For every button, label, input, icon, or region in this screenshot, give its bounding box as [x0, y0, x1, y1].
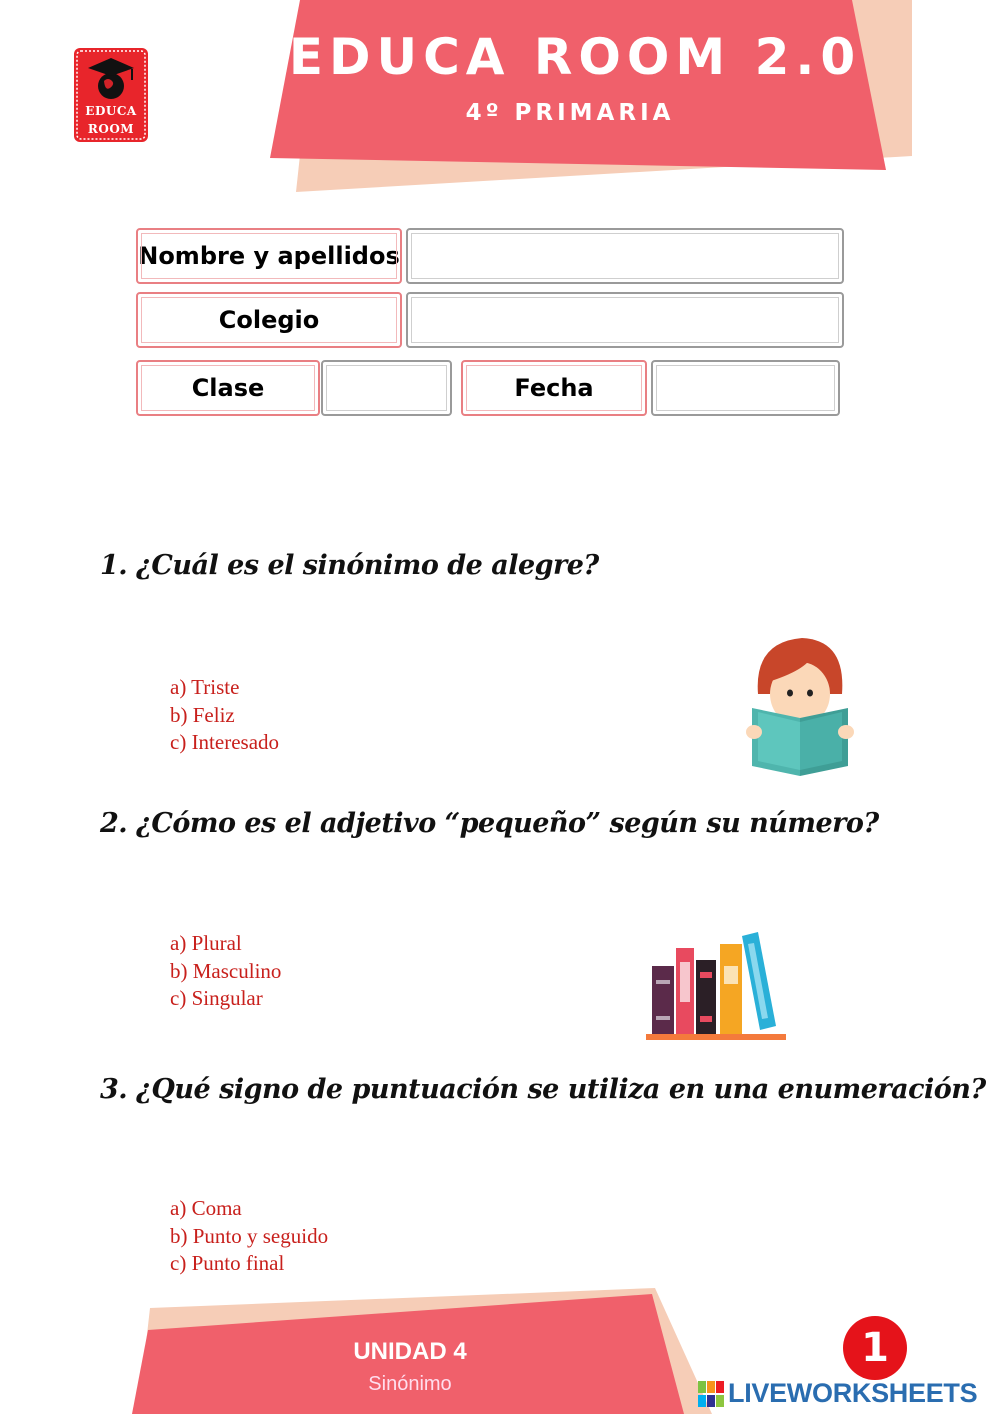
girl-reading-illustration [744, 636, 856, 780]
date-field[interactable] [651, 360, 840, 416]
question-3: 3. ¿Qué signo de puntuación se utiliza en una enumeración? [100, 1074, 986, 1105]
books-illustration [644, 928, 788, 1044]
answer-option[interactable]: c) Singular [170, 986, 263, 1010]
school-field[interactable] [406, 292, 844, 348]
liveworksheets-icon [698, 1381, 724, 1407]
unit-title: UNIDAD 4 [353, 1338, 467, 1365]
logo-text-line1: EDUCA [85, 104, 137, 118]
question-1: 1. ¿Cuál es el sinónimo de alegre? [100, 550, 599, 581]
answer-option[interactable]: a) Plural [170, 931, 242, 955]
grade-subtitle: 4º PRIMARIA [465, 100, 675, 126]
answer-option[interactable]: c) Punto final [170, 1251, 285, 1275]
date-label: Fecha [461, 360, 647, 416]
name-label: Nombre y apellidos [136, 228, 402, 284]
answer-option[interactable]: a) Triste [170, 675, 240, 699]
answer-option[interactable]: b) Masculino [170, 958, 282, 983]
logo-text-line2: ROOM [87, 122, 135, 136]
liveworksheets-brand: LIVEWORKSHEETS [728, 1378, 978, 1408]
answer-option[interactable]: a) Coma [170, 1196, 242, 1220]
name-field[interactable] [406, 228, 844, 284]
educa-room-logo [74, 48, 148, 142]
liveworksheets-logo[interactable] [698, 1378, 977, 1409]
page-title: EDUCA ROOM 2.0 [288, 28, 862, 86]
answer-option[interactable]: c) Interesado [170, 730, 280, 754]
question-2: 2. ¿Cómo es el adjetivo “pequeño” según su número? [100, 808, 879, 839]
answer-option[interactable]: b) Punto y seguido [170, 1223, 329, 1248]
page-number-badge: 1 [843, 1316, 907, 1380]
question-1-options [170, 674, 279, 757]
question-3-options [170, 1195, 328, 1278]
question-2-options [170, 930, 281, 1013]
answer-option[interactable]: b) Feliz [170, 702, 235, 727]
unit-subtitle: Sinónimo [368, 1373, 452, 1395]
class-label: Clase [136, 360, 320, 416]
school-label: Colegio [136, 292, 402, 348]
class-field[interactable] [321, 360, 452, 416]
